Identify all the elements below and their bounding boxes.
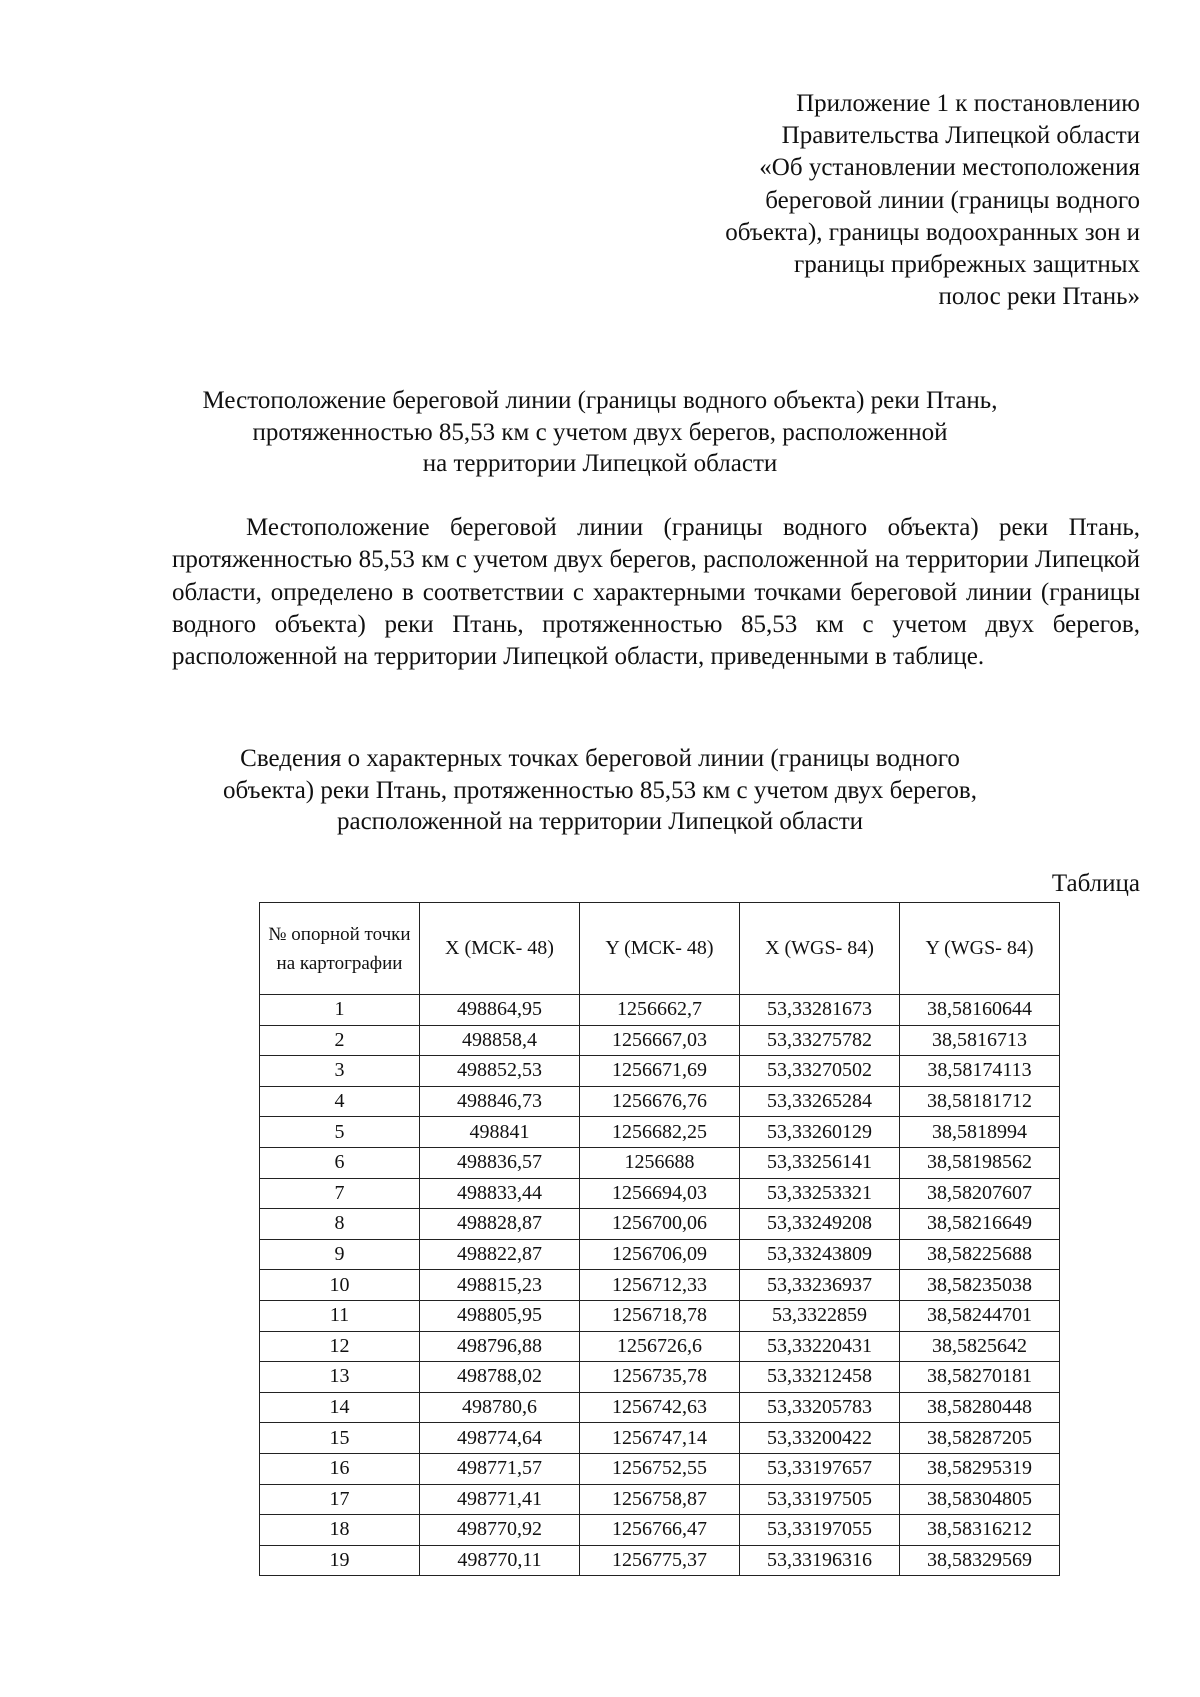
cell-point-number: 5 <box>260 1117 420 1148</box>
table-heading-line: объекта) реки Птань, протяженностью 85,53 км с учетом двух берегов, <box>223 776 977 804</box>
cell-x-wgs84: 53,33243809 <box>740 1239 900 1270</box>
cell-x-msk48: 498858,4 <box>420 1025 580 1056</box>
cell-y-msk48: 1256718,78 <box>580 1300 740 1331</box>
cell-y-wgs84: 38,58198562 <box>900 1147 1060 1178</box>
cell-x-msk48: 498841 <box>420 1117 580 1148</box>
table-row <box>260 1515 1060 1546</box>
cell-x-wgs84: 53,3322859 <box>740 1300 900 1331</box>
appendix-line: Приложение 1 к постановлению <box>796 90 1140 117</box>
cell-y-wgs84: 38,58329569 <box>900 1545 1060 1576</box>
table-row <box>260 1423 1060 1454</box>
header-y-msk48: Y (МСК- 48) <box>580 903 740 995</box>
table-row <box>260 1300 1060 1331</box>
cell-x-wgs84: 53,33220431 <box>740 1331 900 1362</box>
cell-x-wgs84: 53,33253321 <box>740 1178 900 1209</box>
cell-point-number: 7 <box>260 1178 420 1209</box>
table-caption: Таблица <box>1051 870 1140 897</box>
cell-y-msk48: 1256688 <box>580 1147 740 1178</box>
table-row <box>260 1178 1060 1209</box>
cell-x-msk48: 498815,23 <box>420 1270 580 1301</box>
cell-y-msk48: 1256726,6 <box>580 1331 740 1362</box>
cell-y-wgs84: 38,58304805 <box>900 1484 1060 1515</box>
cell-x-msk48: 498770,92 <box>420 1515 580 1546</box>
cell-point-number: 12 <box>260 1331 420 1362</box>
cell-point-number: 17 <box>260 1484 420 1515</box>
cell-x-msk48: 498852,53 <box>420 1056 580 1087</box>
table-header-row <box>260 903 1060 995</box>
cell-y-msk48: 1256682,25 <box>580 1117 740 1148</box>
table-row <box>260 1453 1060 1484</box>
table-row <box>260 1209 1060 1240</box>
appendix-line: полос реки Птань» <box>938 283 1140 311</box>
cell-y-wgs84: 38,58316212 <box>900 1515 1060 1546</box>
table-heading-line: Сведения о характерных точках береговой линии (границы водного <box>240 745 960 772</box>
cell-y-msk48: 1256676,76 <box>580 1086 740 1117</box>
table-heading-line: расположенной на территории Липецкой области <box>336 808 863 835</box>
cell-x-wgs84: 53,33270502 <box>740 1056 900 1087</box>
cell-y-wgs84: 38,58216649 <box>900 1209 1060 1240</box>
cell-y-wgs84: 38,58270181 <box>900 1362 1060 1393</box>
cell-y-wgs84: 38,58235038 <box>900 1270 1060 1301</box>
cell-y-wgs84: 38,58160644 <box>900 995 1060 1026</box>
cell-point-number: 18 <box>260 1515 420 1546</box>
cell-y-msk48: 1256706,09 <box>580 1239 740 1270</box>
cell-y-msk48: 1256667,03 <box>580 1025 740 1056</box>
appendix-line: береговой линии (границы водного <box>765 186 1140 214</box>
cell-y-msk48: 1256712,33 <box>580 1270 740 1301</box>
cell-x-wgs84: 53,33260129 <box>740 1117 900 1148</box>
appendix-line: границы прибрежных защитных <box>793 251 1140 279</box>
cell-x-wgs84: 53,33212458 <box>740 1362 900 1393</box>
cell-y-wgs84: 38,58207607 <box>900 1178 1060 1209</box>
cell-x-wgs84: 53,33197505 <box>740 1484 900 1515</box>
cell-y-wgs84: 38,58181712 <box>900 1086 1060 1117</box>
cell-point-number: 1 <box>260 995 420 1026</box>
header-y-wgs84: Y (WGS- 84) <box>900 903 1060 995</box>
cell-point-number: 3 <box>260 1056 420 1087</box>
table-row <box>260 1117 1060 1148</box>
cell-y-wgs84: 38,58225688 <box>900 1239 1060 1270</box>
table-row <box>260 1086 1060 1117</box>
cell-x-wgs84: 53,33197055 <box>740 1515 900 1546</box>
cell-point-number: 10 <box>260 1270 420 1301</box>
title-line: протяженностью 85,53 км с учетом двух берегов, расположенной <box>252 418 948 446</box>
table-row <box>260 1147 1060 1178</box>
table-row <box>260 1545 1060 1576</box>
cell-point-number: 14 <box>260 1392 420 1423</box>
cell-point-number: 13 <box>260 1362 420 1393</box>
cell-x-msk48: 498846,73 <box>420 1086 580 1117</box>
cell-x-msk48: 498788,02 <box>420 1362 580 1393</box>
cell-point-number: 16 <box>260 1453 420 1484</box>
cell-y-msk48: 1256671,69 <box>580 1056 740 1087</box>
cell-point-number: 8 <box>260 1209 420 1240</box>
title-line: Местоположение береговой линии (границы водного объекта) реки Птань, <box>202 387 998 414</box>
cell-x-msk48: 498822,87 <box>420 1239 580 1270</box>
table-row <box>260 1025 1060 1056</box>
cell-x-msk48: 498771,41 <box>420 1484 580 1515</box>
cell-y-msk48: 1256742,63 <box>580 1392 740 1423</box>
cell-x-msk48: 498796,88 <box>420 1331 580 1362</box>
cell-x-wgs84: 53,33265284 <box>740 1086 900 1117</box>
cell-y-wgs84: 38,5818994 <box>900 1117 1060 1148</box>
cell-x-wgs84: 53,33197657 <box>740 1453 900 1484</box>
cell-point-number: 4 <box>260 1086 420 1117</box>
table-row <box>260 995 1060 1026</box>
cell-y-msk48: 1256662,7 <box>580 995 740 1026</box>
cell-point-number: 2 <box>260 1025 420 1056</box>
cell-x-wgs84: 53,33236937 <box>740 1270 900 1301</box>
cell-y-wgs84: 38,58287205 <box>900 1423 1060 1454</box>
cell-point-number: 6 <box>260 1147 420 1178</box>
header-x-msk48: X (МСК- 48) <box>420 903 580 995</box>
title-line: на территории Липецкой области <box>422 450 778 477</box>
cell-point-number: 9 <box>260 1239 420 1270</box>
cell-x-wgs84: 53,33281673 <box>740 995 900 1026</box>
table-heading <box>130 743 1070 838</box>
cell-y-wgs84: 38,58244701 <box>900 1300 1060 1331</box>
cell-y-wgs84: 38,5816713 <box>900 1025 1060 1056</box>
cell-y-wgs84: 38,58280448 <box>900 1392 1060 1423</box>
cell-x-wgs84: 53,33200422 <box>740 1423 900 1454</box>
table-row <box>260 1056 1060 1087</box>
cell-x-msk48: 498774,64 <box>420 1423 580 1454</box>
document-title <box>100 385 1100 480</box>
appendix-line: объекта), границы водоохранных зон и <box>725 218 1140 246</box>
header-point-number: № опорной точки на картографии <box>260 903 420 995</box>
cell-x-wgs84: 53,33196316 <box>740 1545 900 1576</box>
cell-point-number: 19 <box>260 1545 420 1576</box>
cell-x-wgs84: 53,33249208 <box>740 1209 900 1240</box>
cell-y-msk48: 1256758,87 <box>580 1484 740 1515</box>
cell-x-msk48: 498780,6 <box>420 1392 580 1423</box>
cell-x-wgs84: 53,33205783 <box>740 1392 900 1423</box>
cell-y-msk48: 1256700,06 <box>580 1209 740 1240</box>
appendix-line: «Об установлении местоположения <box>759 154 1140 182</box>
cell-x-wgs84: 53,33275782 <box>740 1025 900 1056</box>
cell-y-msk48: 1256735,78 <box>580 1362 740 1393</box>
cell-point-number: 11 <box>260 1300 420 1331</box>
cell-x-wgs84: 53,33256141 <box>740 1147 900 1178</box>
header-x-wgs84: X (WGS- 84) <box>740 903 900 995</box>
cell-x-msk48: 498771,57 <box>420 1453 580 1484</box>
appendix-reference <box>520 88 1140 313</box>
table-row <box>260 1484 1060 1515</box>
cell-x-msk48: 498864,95 <box>420 995 580 1026</box>
cell-y-msk48: 1256747,14 <box>580 1423 740 1454</box>
cell-y-msk48: 1256694,03 <box>580 1178 740 1209</box>
cell-y-msk48: 1256775,37 <box>580 1545 740 1576</box>
appendix-line: Правительства Липецкой области <box>781 122 1140 150</box>
table-body <box>260 995 1060 1576</box>
cell-x-msk48: 498770,11 <box>420 1545 580 1576</box>
cell-x-msk48: 498836,57 <box>420 1147 580 1178</box>
table-row <box>260 1392 1060 1423</box>
cell-y-msk48: 1256752,55 <box>580 1453 740 1484</box>
cell-y-wgs84: 38,5825642 <box>900 1331 1060 1362</box>
coordinates-table <box>259 902 1060 1576</box>
body-paragraph: Местоположение береговой линии (границы водного объекта) реки Птань, протяженностью 85,53 км с учетом двух берегов, расположенной на территории Липецкой области, определено в соответствии с характерными точками береговой линии (границы водного объекта) реки Птань, протяженностью 85,53 км с учетом двух берегов, расположенной на территории Липецкой области, приведенными в таблице. <box>172 514 1140 671</box>
cell-y-wgs84: 38,58295319 <box>900 1453 1060 1484</box>
cell-point-number: 15 <box>260 1423 420 1454</box>
table-row <box>260 1239 1060 1270</box>
table-row <box>260 1270 1060 1301</box>
cell-x-msk48: 498828,87 <box>420 1209 580 1240</box>
cell-y-wgs84: 38,58174113 <box>900 1056 1060 1087</box>
cell-x-msk48: 498833,44 <box>420 1178 580 1209</box>
cell-x-msk48: 498805,95 <box>420 1300 580 1331</box>
table-row <box>260 1362 1060 1393</box>
table-row <box>260 1331 1060 1362</box>
cell-y-msk48: 1256766,47 <box>580 1515 740 1546</box>
